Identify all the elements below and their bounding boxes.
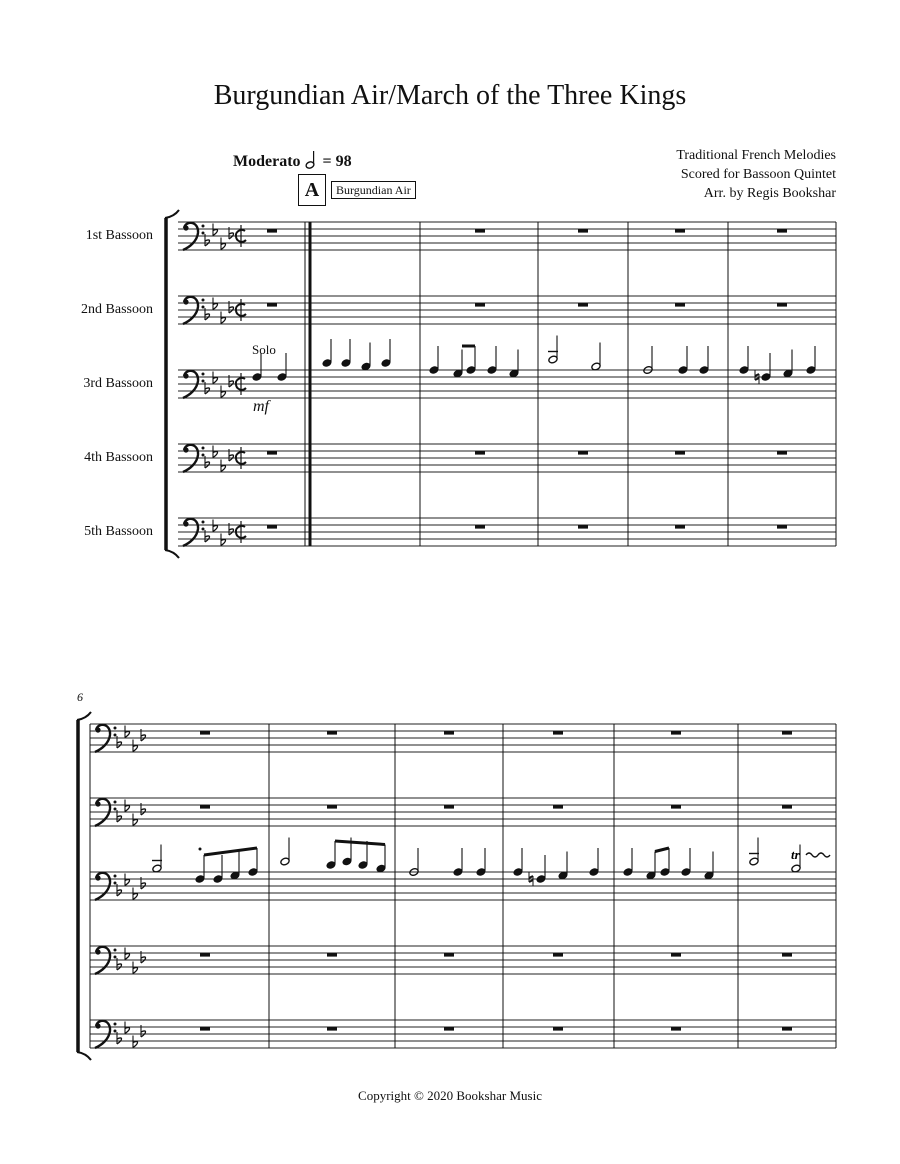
- note: [509, 350, 519, 378]
- system-bracket: [77, 712, 91, 1060]
- flat-icon: [133, 814, 138, 826]
- whole-rest: [578, 525, 588, 529]
- whole-rest: [267, 229, 277, 233]
- whole-rest: [675, 451, 685, 455]
- note: [277, 353, 287, 381]
- whole-rest: [200, 953, 210, 957]
- whole-rest: [777, 303, 787, 307]
- note: [739, 346, 749, 374]
- flat-icon: [221, 460, 226, 472]
- whole-rest: [444, 1027, 454, 1031]
- whole-rest: [553, 1027, 563, 1031]
- whole-rest: [475, 525, 485, 529]
- note: [513, 848, 523, 876]
- copyright: Copyright © 2020 Bookshar Music: [358, 1088, 542, 1103]
- credit-line-arranger: Arr. by Regis Bookshar: [703, 186, 836, 201]
- score-title: Burgundian Air/March of the Three Kings: [213, 80, 687, 111]
- note: [806, 346, 816, 374]
- whole-rest: [782, 1027, 792, 1031]
- whole-rest: [200, 805, 210, 809]
- note: [646, 852, 656, 880]
- note: [749, 838, 759, 866]
- note: [660, 848, 670, 876]
- beam: [204, 848, 257, 855]
- note: [699, 346, 709, 374]
- note: [476, 848, 486, 876]
- flat-icon: [125, 1022, 130, 1034]
- whole-rest: [578, 451, 588, 455]
- staff-part-5: [178, 518, 836, 546]
- note: [704, 852, 714, 880]
- note: [466, 346, 476, 374]
- note: [591, 343, 601, 371]
- trill-icon: [791, 847, 830, 862]
- note: [548, 336, 558, 364]
- whole-rest: [475, 229, 485, 233]
- staff-part-5: [90, 1020, 836, 1048]
- part-label-2: 2nd Bassoon: [81, 302, 153, 317]
- note: [361, 343, 371, 371]
- beam: [655, 848, 669, 852]
- note: [678, 346, 688, 374]
- staff-part-2: [90, 798, 836, 826]
- flat-icon: [125, 726, 130, 738]
- rehearsal-mark: A: [298, 174, 326, 206]
- flat-icon: [221, 238, 226, 250]
- flat-icon: [213, 520, 218, 532]
- note: [589, 848, 599, 876]
- note: [429, 346, 439, 374]
- dynamic-marking: mf: [253, 398, 269, 415]
- whole-rest: [553, 731, 563, 735]
- whole-rest: [782, 953, 792, 957]
- credit-line-scoring: Scored for Bassoon Quintet: [680, 167, 836, 182]
- flat-icon: [133, 740, 138, 752]
- whole-rest: [200, 1027, 210, 1031]
- flat-icon: [125, 948, 130, 960]
- note: [280, 838, 290, 866]
- system-bracket: [165, 210, 179, 558]
- note: [252, 353, 262, 381]
- note: [195, 848, 205, 884]
- whole-rest: [327, 1027, 337, 1031]
- measure-number: 6: [77, 690, 83, 704]
- whole-rest: [675, 525, 685, 529]
- whole-rest: [553, 805, 563, 809]
- whole-rest: [327, 731, 337, 735]
- note: [681, 848, 691, 876]
- flat-icon: [125, 874, 130, 886]
- whole-rest: [671, 731, 681, 735]
- whole-rest: [782, 805, 792, 809]
- staff-part-1: [178, 222, 836, 250]
- whole-rest: [777, 229, 787, 233]
- note: [230, 852, 240, 880]
- whole-rest: [267, 303, 277, 307]
- beam: [335, 841, 385, 845]
- flat-icon: [133, 888, 138, 900]
- flat-icon: [221, 386, 226, 398]
- flat-icon: [213, 372, 218, 384]
- note: [453, 350, 463, 378]
- note: [381, 339, 391, 367]
- whole-rest: [578, 229, 588, 233]
- note: [358, 841, 368, 869]
- note: [761, 353, 771, 381]
- svg-text:tr: tr: [791, 847, 800, 862]
- part-label-4: 4th Bassoon: [84, 450, 153, 465]
- flat-icon: [133, 1036, 138, 1048]
- staff-part-3: [178, 370, 836, 398]
- flat-icon: [133, 962, 138, 974]
- note: [558, 852, 568, 880]
- note: [623, 848, 633, 876]
- system-2: [77, 712, 836, 1060]
- solo-label: Solo: [252, 342, 276, 357]
- credit-line-composer: Traditional French Melodies: [676, 148, 836, 163]
- flat-icon: [221, 312, 226, 324]
- whole-rest: [444, 731, 454, 735]
- part-label-1: 1st Bassoon: [85, 228, 153, 243]
- flat-icon: [125, 800, 130, 812]
- tempo-value: = 98: [322, 153, 352, 170]
- note: [341, 339, 351, 367]
- whole-rest: [200, 731, 210, 735]
- whole-rest: [782, 731, 792, 735]
- note: [487, 346, 497, 374]
- whole-rest: [777, 451, 787, 455]
- staff-part-2: [178, 296, 836, 324]
- whole-rest: [444, 953, 454, 957]
- whole-rest: [671, 805, 681, 809]
- flat-icon: [213, 446, 218, 458]
- whole-rest: [671, 953, 681, 957]
- whole-rest: [675, 229, 685, 233]
- flat-icon: [213, 298, 218, 310]
- whole-rest: [671, 1027, 681, 1031]
- tempo-text: Moderato: [233, 153, 301, 170]
- note: [783, 350, 793, 378]
- whole-rest: [444, 805, 454, 809]
- note: [326, 841, 336, 869]
- whole-rest: [327, 953, 337, 957]
- note: [376, 845, 386, 873]
- note: [152, 845, 162, 873]
- note: [248, 848, 258, 876]
- whole-rest: [475, 451, 485, 455]
- note: [322, 339, 332, 367]
- part-label-5: 5th Bassoon: [84, 524, 153, 539]
- note: [536, 855, 546, 883]
- flat-icon: [221, 534, 226, 546]
- whole-rest: [267, 451, 277, 455]
- note: [453, 848, 463, 876]
- note: [213, 855, 223, 883]
- section-label: Burgundian Air: [331, 181, 416, 199]
- staff-part-4: [90, 946, 836, 974]
- whole-rest: [267, 525, 277, 529]
- staff-part-1: [90, 724, 836, 752]
- whole-rest: [578, 303, 588, 307]
- whole-rest: [777, 525, 787, 529]
- flat-icon: [213, 224, 218, 236]
- whole-rest: [675, 303, 685, 307]
- whole-rest: [327, 805, 337, 809]
- part-label-3: 3rd Bassoon: [83, 376, 153, 391]
- system-1: [165, 210, 836, 558]
- staff-part-4: [178, 444, 836, 472]
- whole-rest: [553, 953, 563, 957]
- whole-rest: [475, 303, 485, 307]
